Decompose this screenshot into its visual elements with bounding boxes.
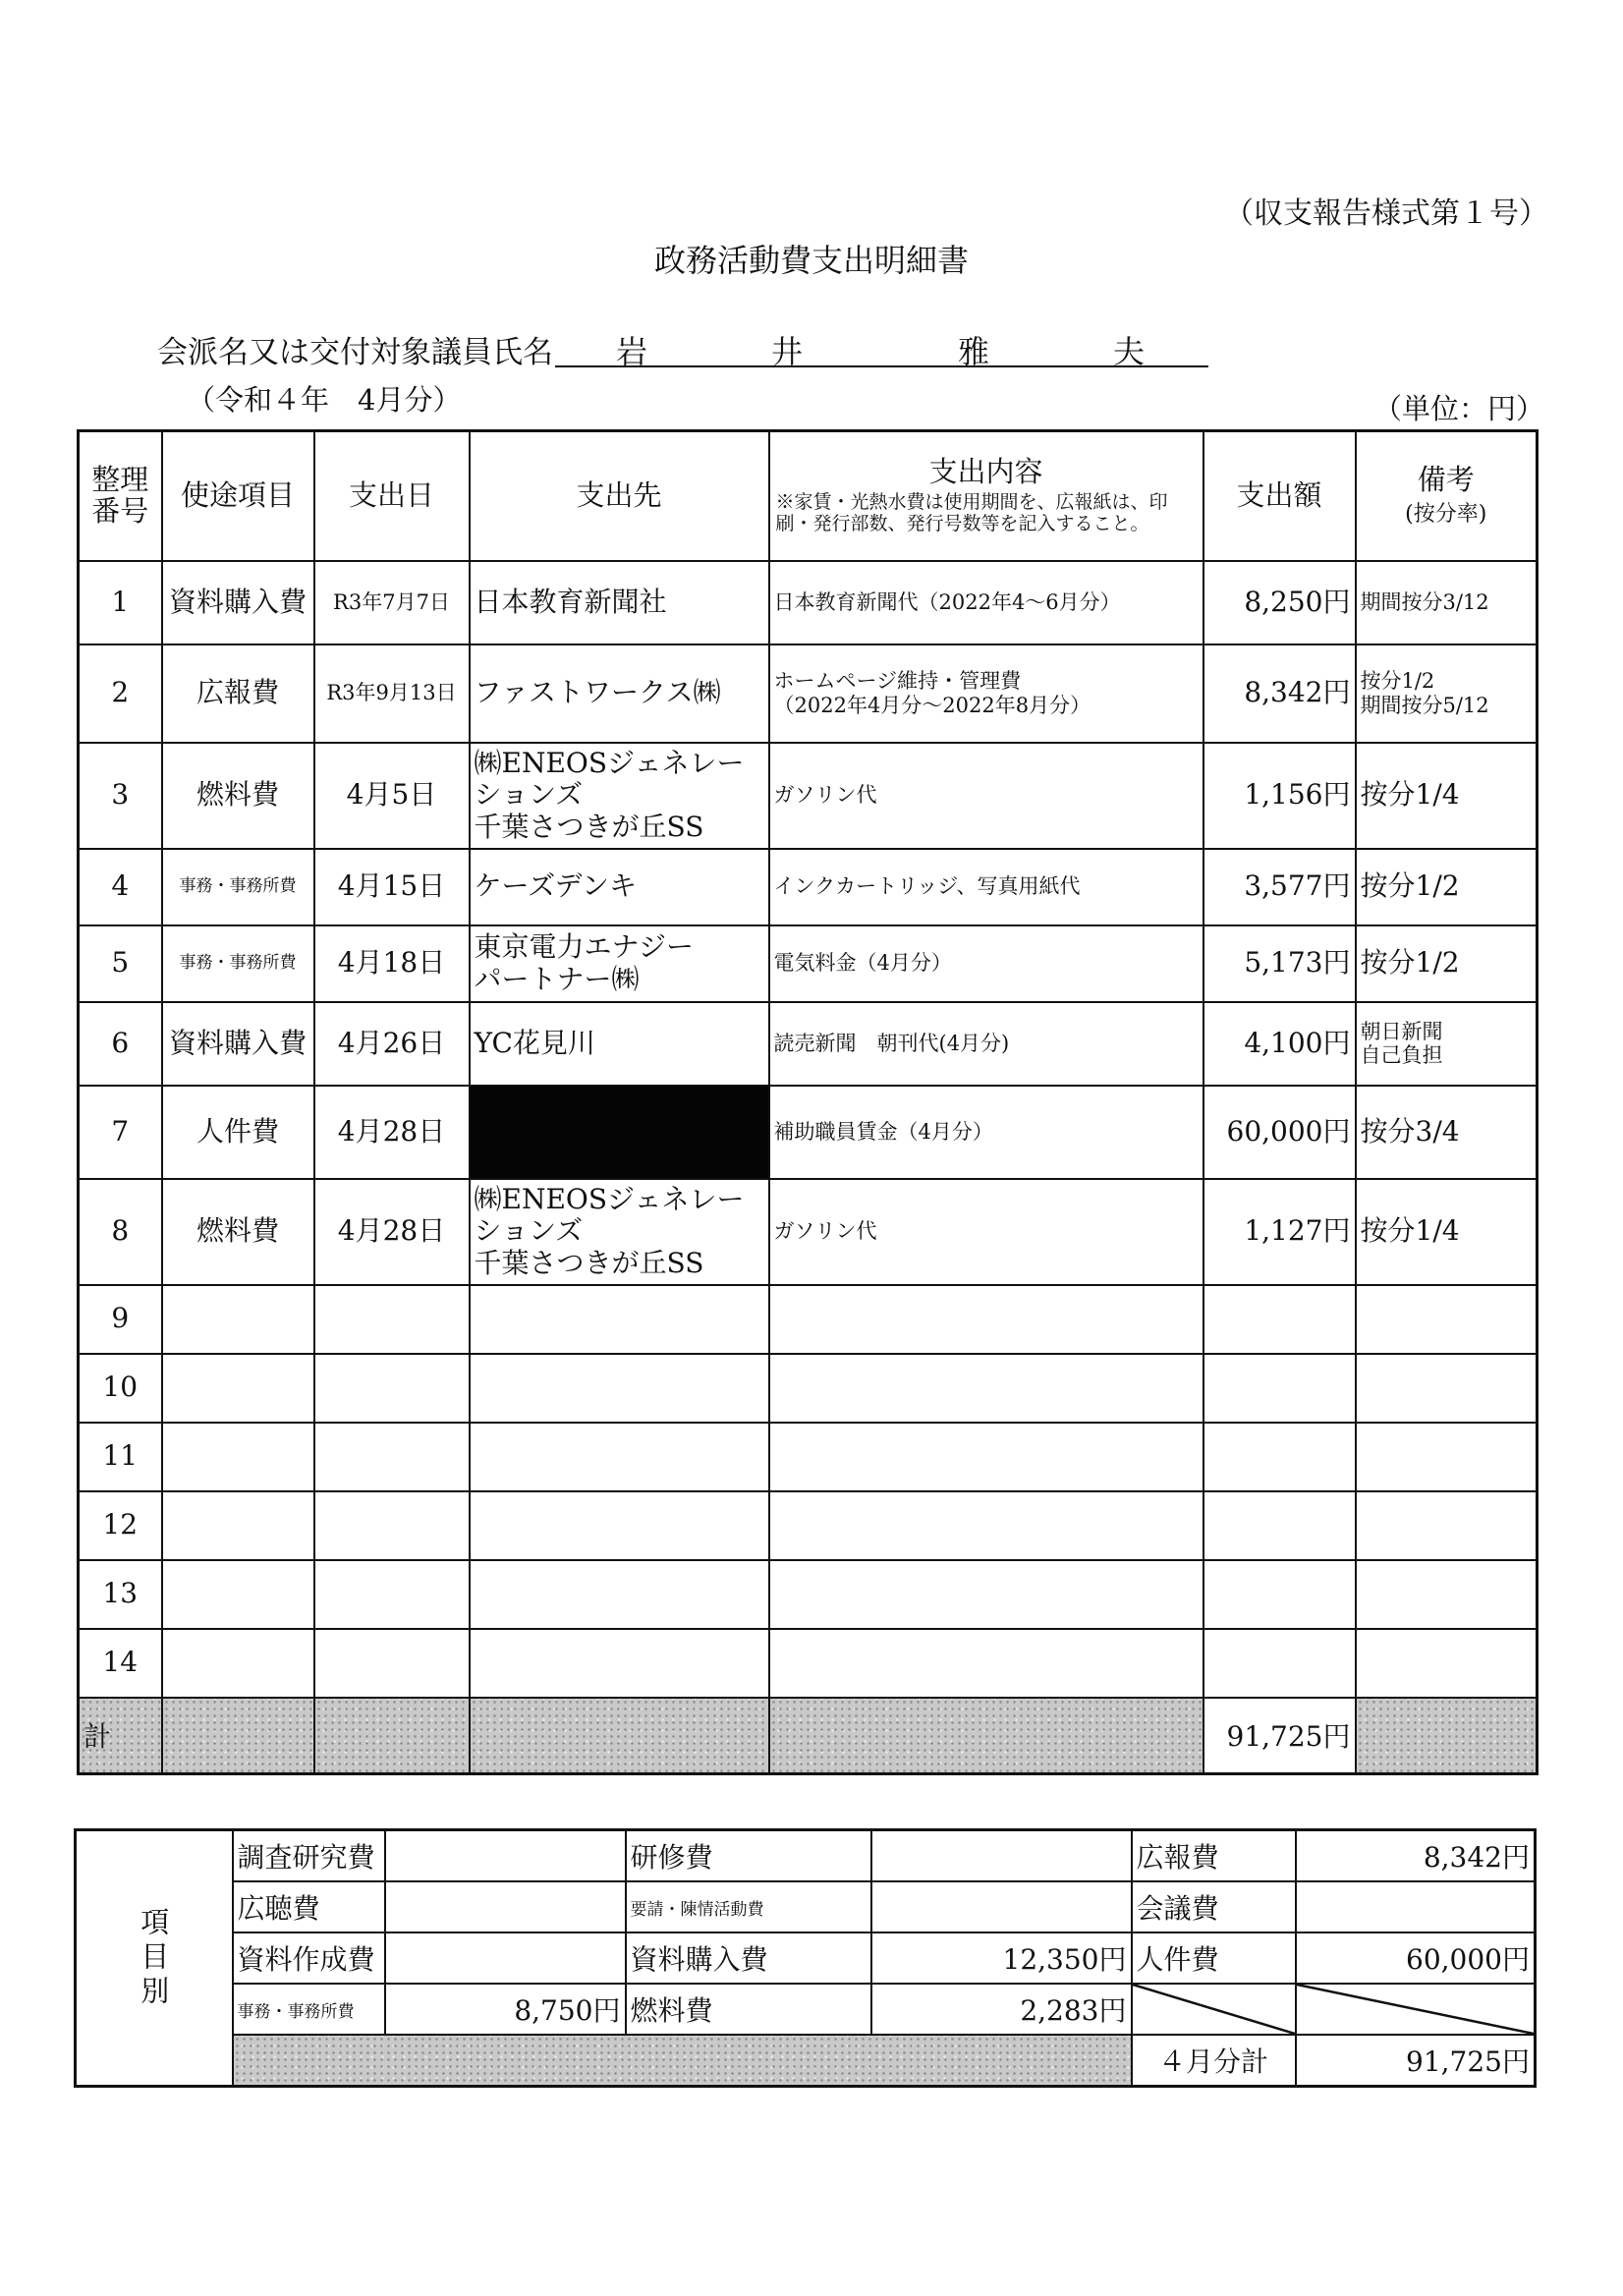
- summary-category-value: [871, 1830, 1132, 1882]
- row-payee: [470, 1354, 769, 1423]
- summary-category-value: [385, 1881, 626, 1932]
- member-name-char: 雅: [958, 333, 990, 370]
- summary-category-label: 調査研究費: [233, 1830, 385, 1882]
- summary-category-label: 資料作成費: [233, 1932, 385, 1984]
- total-label: 計: [79, 1698, 162, 1774]
- row-purpose: [162, 1491, 314, 1560]
- row-remarks: 按分1/4: [1356, 1179, 1538, 1285]
- col-header-remarks: 備考 (按分率): [1356, 431, 1538, 561]
- summary-category-label: 資料購入費: [626, 1932, 871, 1984]
- row-number: 1: [79, 561, 162, 644]
- summary-category-value: 60,000円: [1296, 1932, 1536, 1984]
- row-date: 4月28日: [314, 1179, 470, 1285]
- row-remarks: 朝日新聞 自己負担: [1356, 1002, 1538, 1086]
- shaded-cell: [162, 1698, 314, 1774]
- row-payee: YC花見川: [470, 1002, 769, 1086]
- total-amount: 91,725円: [1203, 1698, 1356, 1774]
- row-content: ガソリン代: [769, 743, 1203, 849]
- summary-category-value: [1296, 1881, 1536, 1932]
- row-date: 4月18日: [314, 925, 470, 1002]
- row-amount: 8,342円: [1203, 644, 1356, 743]
- expense-row: [79, 1629, 1538, 1698]
- row-amount: 8,250円: [1203, 561, 1356, 644]
- row-content: インクカートリッジ、写真用紙代: [769, 849, 1203, 925]
- row-payee: ファストワークス㈱: [470, 644, 769, 743]
- row-payee: [470, 1560, 769, 1629]
- row-purpose: 資料購入費: [162, 1002, 314, 1086]
- row-purpose: 事務・事務所費: [162, 925, 314, 1002]
- row-payee: [470, 1629, 769, 1698]
- row-payee: [470, 1491, 769, 1560]
- summary-total-row: [76, 2035, 1536, 2087]
- row-remarks: [1356, 1354, 1538, 1423]
- col-header-content: 支出内容 ※家賃・光熱水費は使用期間を、広報紙は、印刷・発行部数、発行号数等を記入すること。: [769, 431, 1203, 561]
- row-content: [769, 1560, 1203, 1629]
- name-label: 会派名又は交付対象議員氏名: [157, 335, 553, 370]
- col-header-date: 支出日: [314, 431, 470, 561]
- summary-side-label: 項目別: [76, 1830, 233, 2087]
- row-number: 14: [79, 1629, 162, 1698]
- row-payee: ㈱ENEOSジェネレー ションズ 千葉さつきが丘SS: [470, 743, 769, 849]
- month-total-label: ４月分計: [1132, 2035, 1296, 2087]
- row-number: 5: [79, 925, 162, 1002]
- expense-row: [79, 1354, 1538, 1423]
- col-header-amount: 支出額: [1203, 431, 1356, 561]
- member-name-char: 岩: [616, 333, 648, 370]
- row-number: 9: [79, 1285, 162, 1354]
- row-remarks: 按分1/2 期間按分5/12: [1356, 644, 1538, 743]
- summary-category-value: [871, 1881, 1132, 1932]
- summary-row: [76, 1932, 1536, 1984]
- col-header-no: 整理 番号: [79, 431, 162, 561]
- row-amount: [1203, 1491, 1356, 1560]
- row-payee: [470, 1423, 769, 1491]
- row-remarks: 按分3/4: [1356, 1086, 1538, 1179]
- row-amount: [1203, 1560, 1356, 1629]
- shaded-cell: [1356, 1698, 1538, 1774]
- row-amount: [1203, 1354, 1356, 1423]
- expense-row: [79, 743, 1538, 849]
- row-remarks: 按分1/4: [1356, 743, 1538, 849]
- row-purpose: [162, 1285, 314, 1354]
- row-amount: 60,000円: [1203, 1086, 1356, 1179]
- row-remarks: [1356, 1491, 1538, 1560]
- document-title: 政務活動費支出明細書: [653, 242, 969, 279]
- member-name-char: 夫: [1113, 333, 1146, 370]
- row-purpose: 資料購入費: [162, 561, 314, 644]
- expense-row: [79, 1560, 1538, 1629]
- row-number: 10: [79, 1354, 162, 1423]
- row-amount: [1203, 1629, 1356, 1698]
- row-amount: [1203, 1423, 1356, 1491]
- row-number: 7: [79, 1086, 162, 1179]
- row-amount: 3,577円: [1203, 849, 1356, 925]
- summary-category-label: 人件費: [1132, 1932, 1296, 1984]
- row-purpose: 人件費: [162, 1086, 314, 1179]
- row-purpose: 燃料費: [162, 1179, 314, 1285]
- expense-row: [79, 561, 1538, 644]
- row-purpose: [162, 1629, 314, 1698]
- row-content: [769, 1423, 1203, 1491]
- summary-category-value: 12,350円: [871, 1932, 1132, 1984]
- row-remarks: 期間按分3/12: [1356, 561, 1538, 644]
- row-remarks: [1356, 1629, 1538, 1698]
- row-remarks: 按分1/2: [1356, 849, 1538, 925]
- row-purpose: 広報費: [162, 644, 314, 743]
- row-date: [314, 1354, 470, 1423]
- expense-row: [79, 1086, 1538, 1179]
- row-date: 4月28日: [314, 1086, 470, 1179]
- row-amount: [1203, 1285, 1356, 1354]
- row-remarks: 按分1/2: [1356, 925, 1538, 1002]
- row-payee: ㈱ENEOSジェネレー ションズ 千葉さつきが丘SS: [470, 1179, 769, 1285]
- row-number: 3: [79, 743, 162, 849]
- row-date: [314, 1560, 470, 1629]
- table-header-row: [79, 431, 1538, 561]
- row-number: 13: [79, 1560, 162, 1629]
- summary-row: [76, 1984, 1536, 2035]
- row-amount: 1,156円: [1203, 743, 1356, 849]
- summary-category-label: 会議費: [1132, 1881, 1296, 1932]
- row-number: 11: [79, 1423, 162, 1491]
- expense-row: [79, 925, 1538, 1002]
- row-date: [314, 1285, 470, 1354]
- expense-table: [77, 429, 1539, 1775]
- form-number: （収支報告様式第１号）: [1224, 196, 1548, 231]
- summary-category-value: 8,750円: [385, 1984, 626, 2035]
- expense-row: [79, 644, 1538, 743]
- summary-category-label: 燃料費: [626, 1984, 871, 2035]
- summary-category-label: 研修費: [626, 1830, 871, 1882]
- row-content: [769, 1285, 1203, 1354]
- row-purpose: 燃料費: [162, 743, 314, 849]
- content-note: ※家賃・光熱水費は使用期間を、広報紙は、印刷・発行部数、発行号数等を記入すること。: [775, 490, 1168, 534]
- row-remarks: [1356, 1560, 1538, 1629]
- summary-row: [76, 1830, 1536, 1882]
- col-header-purpose: 使途項目: [162, 431, 314, 561]
- month-total-value: 91,725円: [1296, 2035, 1536, 2087]
- row-content: 日本教育新聞代（2022年4～6月分）: [769, 561, 1203, 644]
- expense-row: [79, 1002, 1538, 1086]
- row-content: [769, 1491, 1203, 1560]
- row-number: 8: [79, 1179, 162, 1285]
- shaded-cell: [314, 1698, 470, 1774]
- summary-category-label: 広聴費: [233, 1881, 385, 1932]
- summary-by-category: [74, 1828, 1537, 2088]
- row-content: 補助職員賃金（4月分）: [769, 1086, 1203, 1179]
- unit-label: （単位：円）: [1373, 392, 1545, 425]
- shaded-cell: [233, 2035, 1132, 2087]
- row-amount: 4,100円: [1203, 1002, 1356, 1086]
- row-payee: [470, 1086, 769, 1179]
- summary-category-value: [385, 1830, 626, 1882]
- summary-category-value: 8,342円: [1296, 1830, 1536, 1882]
- expense-row: [79, 1179, 1538, 1285]
- total-row: [79, 1698, 1538, 1774]
- summary-category-value: [385, 1932, 626, 1984]
- row-payee: 東京電力エナジー パートナー㈱: [470, 925, 769, 1002]
- row-date: [314, 1423, 470, 1491]
- row-date: 4月5日: [314, 743, 470, 849]
- row-date: R3年9月13日: [314, 644, 470, 743]
- row-purpose: [162, 1423, 314, 1491]
- row-remarks: [1356, 1285, 1538, 1354]
- expense-row: [79, 849, 1538, 925]
- summary-row: [76, 1881, 1536, 1932]
- col-header-payee: 支出先: [470, 431, 769, 561]
- diagonal-blank-cell: [1296, 1984, 1536, 2035]
- row-number: 6: [79, 1002, 162, 1086]
- row-remarks: [1356, 1423, 1538, 1491]
- diagonal-blank-cell: [1132, 1984, 1296, 2035]
- expense-row: [79, 1491, 1538, 1560]
- row-date: 4月15日: [314, 849, 470, 925]
- row-content: [769, 1629, 1203, 1698]
- row-payee: ケーズデンキ: [470, 849, 769, 925]
- row-payee: [470, 1285, 769, 1354]
- row-date: [314, 1491, 470, 1560]
- row-purpose: [162, 1560, 314, 1629]
- row-amount: 1,127円: [1203, 1179, 1356, 1285]
- row-payee: 日本教育新聞社: [470, 561, 769, 644]
- row-number: 4: [79, 849, 162, 925]
- row-number: 2: [79, 644, 162, 743]
- member-name-char: 井: [771, 333, 804, 370]
- row-content: 電気料金（4月分）: [769, 925, 1203, 1002]
- expense-row: [79, 1423, 1538, 1491]
- row-content: [769, 1354, 1203, 1423]
- row-content: 読売新聞 朝刊代(4月分): [769, 1002, 1203, 1086]
- summary-category-label: 要請・陳情活動費: [626, 1881, 871, 1932]
- report-period: （令和４年 4月分）: [187, 383, 462, 417]
- summary-category-label: 事務・事務所費: [233, 1984, 385, 2035]
- expense-row: [79, 1285, 1538, 1354]
- row-purpose: 事務・事務所費: [162, 849, 314, 925]
- row-date: 4月26日: [314, 1002, 470, 1086]
- shaded-cell: [769, 1698, 1203, 1774]
- row-content: ガソリン代: [769, 1179, 1203, 1285]
- expense-rows: [79, 561, 1538, 1698]
- shaded-cell: [470, 1698, 769, 1774]
- row-purpose: [162, 1354, 314, 1423]
- name-underline: [555, 365, 1208, 367]
- row-amount: 5,173円: [1203, 925, 1356, 1002]
- row-number: 12: [79, 1491, 162, 1560]
- row-date: [314, 1629, 470, 1698]
- row-content: ホームページ維持・管理費 （2022年4月分～2022年8月分）: [769, 644, 1203, 743]
- summary-category-label: 広報費: [1132, 1830, 1296, 1882]
- summary-category-value: 2,283円: [871, 1984, 1132, 2035]
- row-date: R3年7月7日: [314, 561, 470, 644]
